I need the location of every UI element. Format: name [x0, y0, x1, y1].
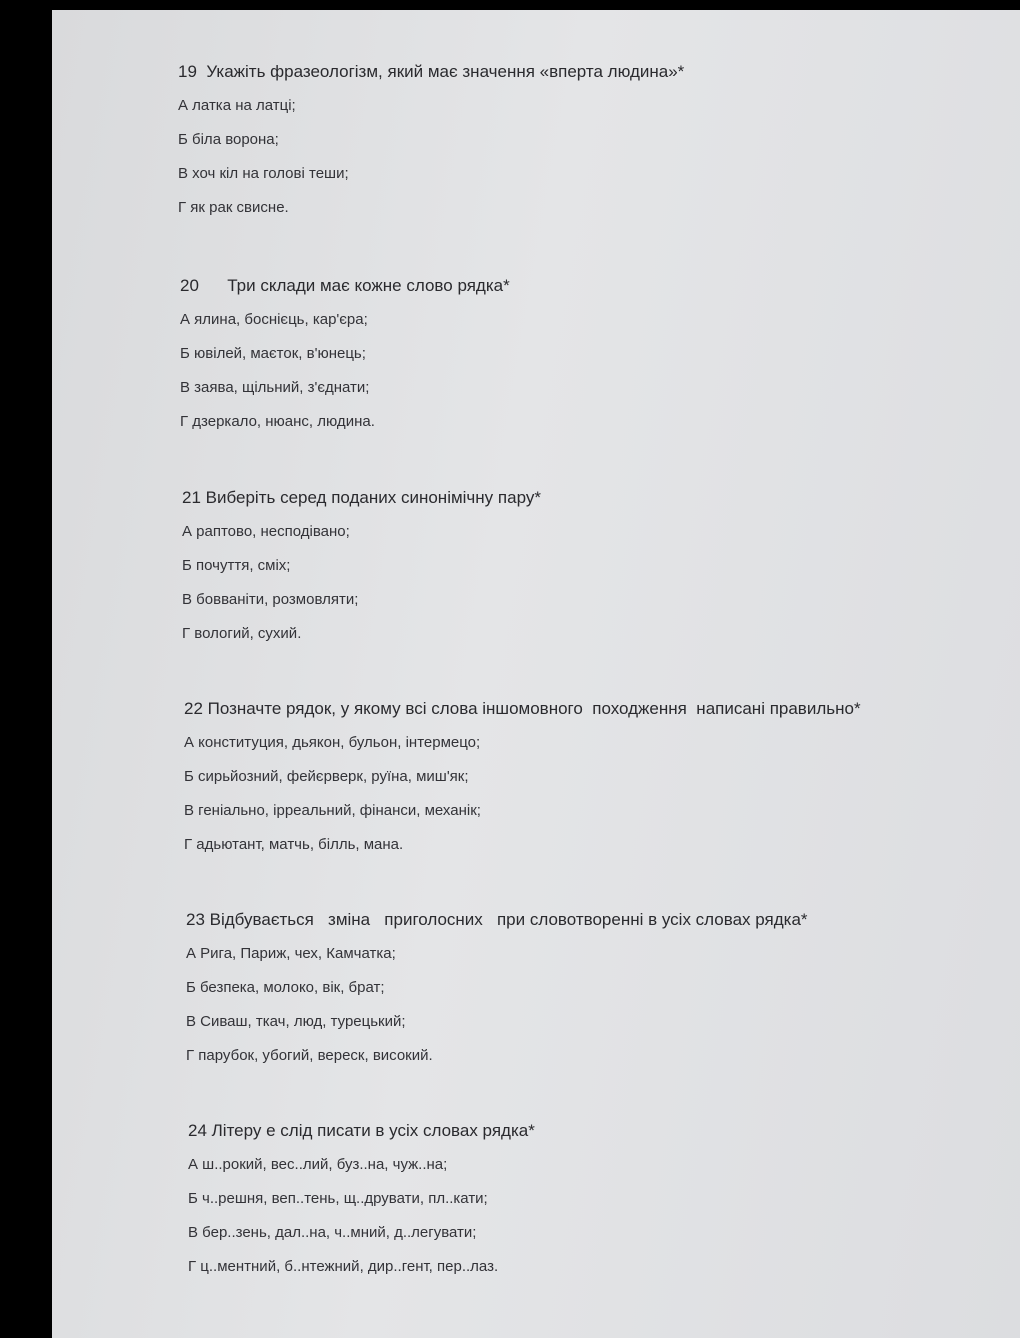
answer-option: Г адьютант, матчь, білль, мана.	[184, 836, 404, 853]
answer-option: Б безпека, молоко, вік, брат;	[186, 979, 385, 996]
answer-option: А ялина, боснієць, кар'єра;	[180, 311, 368, 328]
answer-option: В заява, щільний, з'єднати;	[180, 379, 370, 396]
answer-option: Г ц..ментний, б..нтежний, дир..гент, пер..лаз.	[188, 1258, 499, 1275]
question-20	[180, 269, 510, 439]
answer-option: Б сирьйозний, фейєрверк, руїна, миш'як;	[184, 768, 469, 785]
answer-option: А конституция, дьякон, бульон, інтермецо;	[184, 734, 481, 751]
answer-option: В бер..зень, дал..на, ч..мний, д..легувати;	[188, 1224, 477, 1241]
question-24	[188, 1114, 535, 1284]
answer-option: Г як рак свисне.	[178, 199, 289, 216]
question-title: 19 Укажіть фразеологізм, який має значення «вперта людина»*	[178, 62, 685, 81]
answer-option: Б ювілей, маєток, в'юнець;	[180, 345, 366, 362]
answer-option: Г дзеркало, нюанс, людина.	[180, 413, 375, 430]
answer-option: А раптово, несподівано;	[182, 523, 350, 540]
question-19	[178, 55, 684, 225]
answer-option: Б почуття, сміх;	[182, 557, 291, 574]
answer-option: А ш..рокий, вес..лий, буз..на, чуж..на;	[188, 1156, 448, 1173]
document-page	[52, 10, 1020, 1338]
answer-option: Б ч..решня, веп..тень, щ..друвати, пл..кати;	[188, 1190, 488, 1207]
answer-option: В Сиваш, ткач, люд, турецький;	[186, 1013, 406, 1030]
question-23	[186, 903, 808, 1073]
question-title: 21 Виберіть серед поданих синонімічну пару*	[182, 488, 541, 507]
answer-option: Г парубок, убогий, вереск, високий.	[186, 1047, 433, 1064]
answer-option: А Рига, Париж, чех, Камчатка;	[186, 945, 396, 962]
answer-option: В геніально, ірреальний, фінанси, механік;	[184, 802, 481, 819]
answer-option: Б біла ворона;	[178, 131, 279, 148]
question-title: 22 Позначте рядок, у якому всі слова іншомовного походження написані правильно*	[184, 699, 861, 718]
question-21	[182, 481, 541, 651]
answer-option: А латка на латці;	[178, 97, 296, 114]
answer-option: В хоч кіл на голові теши;	[178, 165, 349, 182]
question-title: 20 Три склади має кожне слово рядка*	[180, 276, 510, 295]
question-22	[184, 692, 861, 862]
answer-option: Г вологий, сухий.	[182, 625, 302, 642]
question-title: 24 Літеру е слід писати в усіх словах рядка*	[188, 1121, 535, 1140]
question-title: 23 Відбувається зміна приголосних при словотворенні в усіх словах рядка*	[186, 910, 808, 929]
answer-option: В бовваніти, розмовляти;	[182, 591, 359, 608]
